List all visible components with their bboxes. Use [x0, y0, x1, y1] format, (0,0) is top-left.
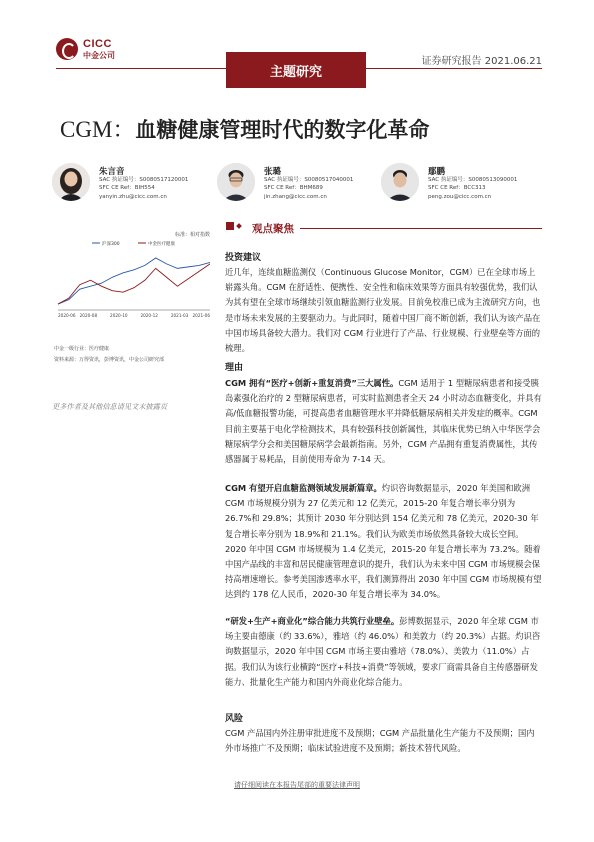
reason-1	[225, 376, 542, 467]
chart-unit-label: 标准：相对指数	[175, 232, 211, 238]
performance-chart-svg	[54, 238, 214, 324]
focus-rule	[300, 228, 542, 229]
reason-3	[225, 614, 542, 690]
report-type-date: 证券研究报告 2021.06.21	[421, 56, 542, 67]
author-2-email[interactable]: jin.zhang@cicc.com.cn	[264, 194, 327, 200]
invest-heading: 投资建议	[225, 253, 262, 263]
chart-x-tick-label: 2020-10	[110, 313, 128, 318]
chart-x-tick-label: 2021-03	[170, 313, 189, 318]
legal-disclaimer-link[interactable]: 请仔细阅读在本报告尾部的重要法律声明	[234, 781, 360, 789]
reason-2-body: 灼识咨询数据显示，2020 年美国和欧洲 CGM 市场规模分别为 27 亿美元和 12 亿美元，2015-20 年复合增长率分别为 26.7%和 29.8%；其预计 2030 年分别达到 154 亿美元和 78 亿美元，2020-30 年复合增长率分别为 18.9%和 21.1%。我们认为欧美市场依然具备较大成长空间。2020 年中国 CGM 市场规模为 1.4 亿美元，2015-20 年复合增长率为 73.2%。随着中国产品线的丰富和居民健康管理意识的提升，我们认为未来中国 CGM 市场规模会保持高增速增长。参考美国渗透率水平，我们测算得出 2030 年中国 CGM 市场规模有望达到约 178 亿人民币，2020-30 年复合增长率为 34.0%。	[225, 483, 542, 600]
chart-legend-label-1: 中金医疗健康	[148, 242, 175, 247]
chart-series-line-0	[58, 258, 210, 304]
author-1-photo	[52, 163, 90, 201]
author-1-name: 朱言音	[99, 167, 125, 177]
focus-title: 观点聚焦	[252, 223, 294, 235]
focus-square-icon	[226, 222, 234, 230]
title-main: 血糖健康管理时代的数字化革命	[135, 118, 430, 142]
reason-1-body: CGM 适用于 1 型糖尿病患者和接受胰岛素强化治疗的 2 型糖尿病患者，可实时监测患者全天 24 小时动态血糖变化，并具有高/低血糖报警功能，可提高患者血糖管理水平并降低糖尿病相关并发症的概率。CGM 目前主要基于电化学检测技术，具有较强科技创新属性，其临床优势已纳入中华医学会糖尿病学分会和美国糖尿病学会最新指南。另外，CGM 产品拥有重复消费属性，其传感器属于易耗品，目前使用寿命为 7-14 天。	[225, 378, 542, 465]
author-1-sac: SAC 执证编号：S0080517120001	[99, 177, 189, 183]
page-title	[60, 111, 429, 144]
cicc-logo	[56, 38, 115, 60]
logo-en: CICC	[83, 37, 112, 50]
reason-2-lead: CGM 有望开启血糖监测领域发展新篇章。	[225, 483, 382, 493]
author-3-email[interactable]: peng.zou@cicc.com.cn	[428, 194, 492, 200]
author-2-sac: SAC 执证编号：S0080517040001	[264, 177, 354, 183]
reason-2	[225, 481, 542, 603]
chart-legend-label-0: 沪深300	[102, 242, 120, 247]
reason-heading: 理由	[225, 363, 244, 373]
chart-x-tick-label: 2020-06	[58, 313, 76, 318]
title-prefix: CGM：	[60, 117, 136, 142]
focus-diamond-icon	[236, 223, 242, 229]
reason-1-lead: CGM 拥有“医疗+创新+重复消费”三大属性。	[225, 378, 399, 388]
chart-x-tick-label: 2020-08	[79, 313, 98, 318]
risk-body: CGM 产品国内外注册审批进度不及预期；CGM 产品批量化生产能力不及预期；国内外市场推广不及预期；临床试验进度不及预期；新技术替代风险。	[225, 728, 535, 754]
cicc-logo-icon	[56, 38, 78, 60]
reason-3-body: 彭博数据显示，2020 年全球 CGM 市场主要由德康（约 33.6%），雅培（约 46.0%）和美敦力（约 20.3%）占据。灼识咨询数据显示，2020 年中国 CGM 市场主要由雅培（78.0%）、美敦力（11.0%）占据。我们认为该行业横跨“医疗+科技+消费”等领域，要求厂商需具备自主传感器研发能力、批量化生产能力和国内外商业化综合能力。	[225, 616, 541, 687]
more-info-note: 更多作者及其他信息请见文末披露页	[52, 402, 168, 411]
topic-tab: 主题研究	[226, 52, 366, 88]
reason-3-lead: “研发+生产+商业化”综合能力共筑行业壁垒。	[225, 616, 400, 626]
author-1-email[interactable]: yanyin.zhu@cicc.com.cn	[99, 194, 167, 200]
author-3-photo	[381, 163, 419, 201]
author-1-sfc: SFC CE Ref：BIH554	[99, 185, 155, 191]
risk-heading: 风险	[225, 714, 244, 724]
chart-x-tick-label: 2020-12	[140, 313, 158, 318]
performance-chart	[54, 238, 214, 324]
chart-industry-note: 中金一级行业：医疗健康	[54, 346, 110, 352]
invest-body: 近几年，连续血糖监测仪（Continuous Glucose Monitor，CGM）已在全球市场上崭露头角。CGM 在舒适性、便携性、安全性和临床效果等方面具有较强优势，我们认为其有望在全球市场继续引领血糖监测行业发展。目前免校准已成为主流研究方向，也是市场未来发展的主要驱动力。与此同时，随着中国厂商不断创新，我们认为该产品在中国市场具备较大潜力。我们对 CGM 行业进行了产品、行业规模、行业壁垒等方面的梳理。	[225, 267, 541, 354]
author-3-sac: SAC 执证编号：S0080513090001	[428, 177, 518, 183]
author-2-name: 张璐	[264, 167, 282, 177]
author-3-name: 鄢鹏	[428, 167, 446, 177]
logo-cn: 中金公司	[83, 50, 115, 60]
author-3-sfc: SFC CE Ref：BCC313	[428, 185, 486, 191]
author-2-sfc: SFC CE Ref：BHM689	[264, 185, 323, 191]
author-2-photo	[217, 163, 255, 201]
chart-source-note: 资料来源：万得资讯，彭博资讯，中金公司研究部	[54, 357, 165, 363]
chart-x-tick-label: 2021-06	[192, 313, 210, 318]
